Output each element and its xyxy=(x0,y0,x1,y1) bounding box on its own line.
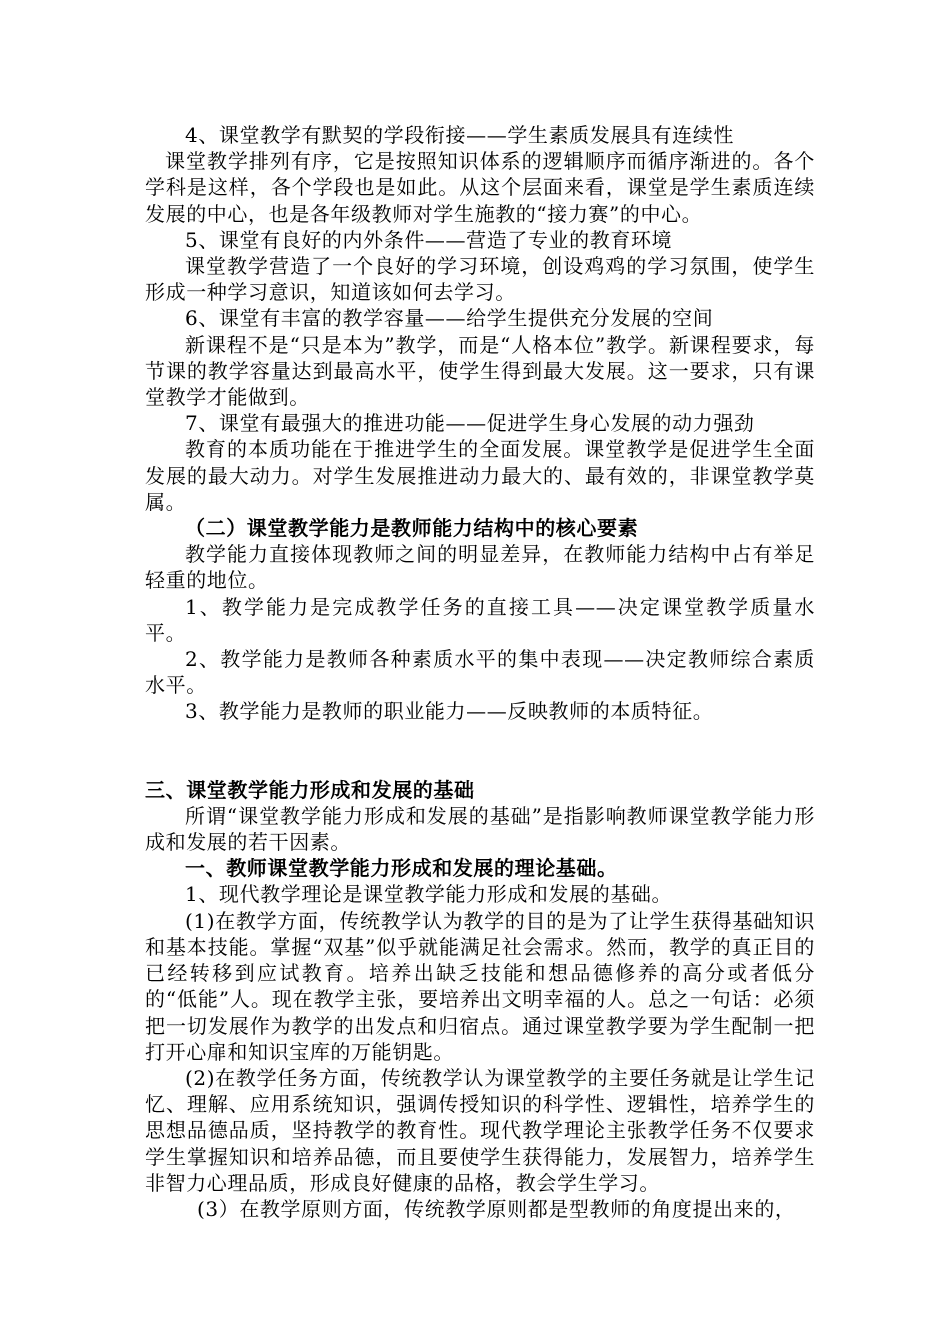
paragraph: 课堂教学排列有序，它是按照知识体系的逻辑顺序而循序渐进的。各个学科是这样，各个学段也是如此。从这个层面来看，课堂是学生素质连续发展的中心，也是各年级教师对学生施教的“接力赛”的中心。 xyxy=(145,149,815,226)
paragraph: 教育的本质功能在于推进学生的全面发展。课堂教学是促进学生全面发展的最大动力。对学生发展推进动力最大的、最有效的，非课堂教学莫属。 xyxy=(145,437,815,514)
paragraph: (3）在教学原则方面，传统教学原则都是型教师的角度提出来的， xyxy=(197,1196,796,1221)
section-heading: （二）课堂教学能力是教师能力结构中的核心要素 xyxy=(185,516,639,541)
paragraph: 5、课堂有良好的内外条件——营造了专业的教育环境 xyxy=(185,227,673,252)
blank-gap xyxy=(145,725,815,777)
paragraph: 6、课堂有丰富的教学容量——给学生提供充分发展的空间 xyxy=(185,306,714,331)
document-page xyxy=(145,122,815,1222)
paragraph: 新课程不是“只是本为”教学，而是“人格本位”教学。新课程要求，每节课的教学容量达到最高水平，使学生得到最大发展。这一要求，只有课堂教学才能做到。 xyxy=(145,332,815,410)
paragraph: 7、课堂有最强大的推进功能——促进学生身心发展的动力强劲 xyxy=(185,411,755,436)
paragraph: 3、教学能力是教师的职业能力——反映教师的本质特征。 xyxy=(185,699,714,724)
paragraph: 4、课堂教学有默契的学段衔接——学生素质发展具有连续性 xyxy=(185,123,734,147)
paragraph: 教学能力直接体现教师之间的明显差异，在教师能力结构中占有举足轻重的地位。 xyxy=(145,542,815,593)
paragraph: 课堂教学营造了一个良好的学习环境，创设鸡鸡的学习氛围，使学生形成一种学习意识，知道该如何去学习。 xyxy=(145,254,815,305)
chapter-heading: 三、课堂教学能力形成和发展的基础 xyxy=(145,777,475,802)
paragraph: (1)在教学方面，传统教学认为教学的目的是为了让学生获得基础知识和基本技能。掌握“双基”似乎就能满足社会需求。然而，教学的真正目的已经转移到应试教育。培养出缺乏技能和想品德修养的高分或者低分的“低能”人。现在教学主张，要培养出文明幸福的人。总之一句话：必须把一切发展作为教学的出发点和归宿点。通过课堂教学要为学生配制一把打开心扉和知识宝库的万能钥匙。 xyxy=(145,908,815,1064)
paragraph: 1、现代教学理论是课堂教学能力形成和发展的基础。 xyxy=(185,882,673,907)
paragraph: 所谓“课堂教学能力形成和发展的基础”是指影响教师课堂教学能力形成和发展的若干因素。 xyxy=(145,803,815,855)
paragraph: (2)在教学任务方面，传统教学认为课堂教学的主要任务就是让学生记忆、理解、应用系统知识，强调传授知识的科学性、逻辑性，培养学生的思想品德品质，坚持教学的教育性。现代教学理论主张教学任务不仅要求学生掌握知识和培养品德，而且要使学生获得能力，发展智力，培养学生非智力心理品质，形成良好健康的品格，教会学生学习。 xyxy=(145,1065,815,1195)
paragraph: 1、教学能力是完成教学任务的直接工具——决定课堂教学质量水平。 xyxy=(145,594,815,645)
paragraph: 2、教学能力是教师各种素质水平的集中表现——决定教师综合素质水平。 xyxy=(145,647,815,698)
section-heading: 一、教师课堂教学能力形成和发展的理论基础。 xyxy=(185,856,618,881)
